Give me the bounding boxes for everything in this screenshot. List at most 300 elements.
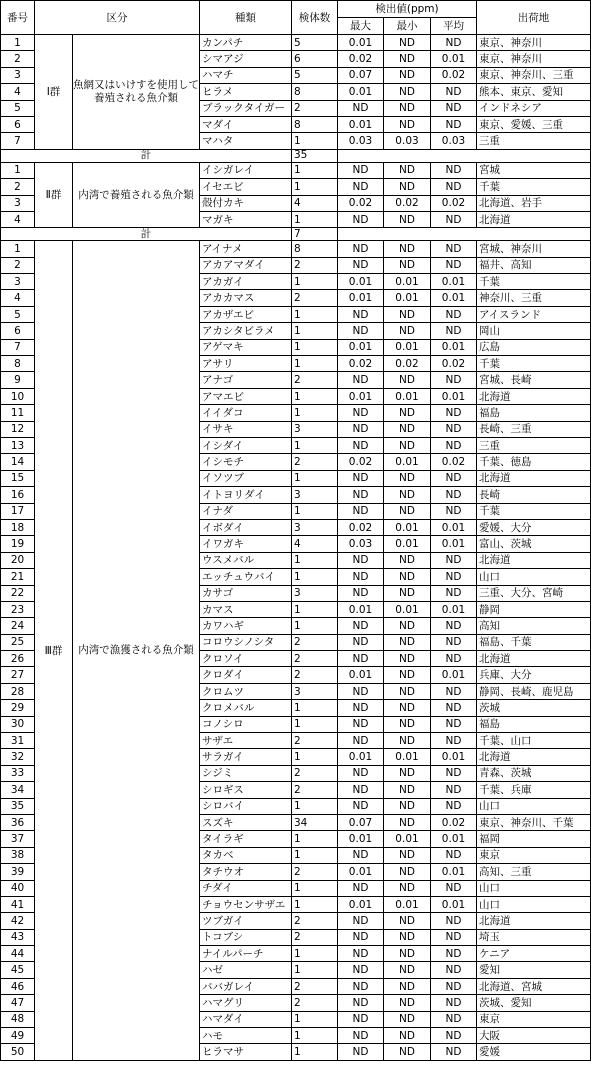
value-max: ND [338,470,384,486]
sample-count: 1 [292,133,338,149]
value-max: ND [338,421,384,437]
value-avg: ND [431,585,477,601]
origin-place: 千葉、山口 [477,733,591,749]
origin-place: 北海道 [477,749,591,765]
species-name: イソツブ [200,470,292,486]
value-avg: 0.03 [431,133,477,149]
value-max: ND [338,405,384,421]
origin-place: 北海道、岩手 [477,195,591,211]
origin-place: 熊本、東京、愛知 [477,84,591,100]
sample-count: 3 [292,519,338,535]
value-max: 0.01 [338,749,384,765]
sample-count: 1 [292,716,338,732]
row-number: 46 [1,978,35,994]
sample-count: 1 [292,618,338,634]
row-number: 49 [1,1028,35,1044]
row-number: 34 [1,782,35,798]
total-blank [338,228,591,241]
value-max: 0.01 [338,116,384,132]
value-max: ND [338,241,384,257]
sample-count: 1 [292,831,338,847]
value-min: 0.01 [384,896,431,912]
value-max: ND [338,323,384,339]
row-number: 42 [1,913,35,929]
row-number: 14 [1,454,35,470]
row-number: 1 [1,35,35,51]
sample-count: 4 [292,536,338,552]
sample-count: 2 [292,651,338,667]
value-min: 0.01 [384,519,431,535]
value-avg: ND [431,323,477,339]
value-max: 0.07 [338,67,384,83]
sample-count: 1 [292,211,338,227]
sample-count: 2 [292,978,338,994]
species-name: アカシタビラメ [200,323,292,339]
value-max: ND [338,733,384,749]
value-avg: 0.01 [431,831,477,847]
value-min: 0.01 [384,454,431,470]
sample-count: 3 [292,421,338,437]
species-name: シロギス [200,782,292,798]
group-category: 内湾で漁獲される魚介類 [73,241,200,1061]
value-min: ND [384,683,431,699]
species-name: アカカマス [200,290,292,306]
origin-place: 福岡 [477,831,591,847]
value-min: ND [384,814,431,830]
origin-place: 千葉 [477,503,591,519]
sample-count: 1 [292,323,338,339]
value-min: ND [384,700,431,716]
row-number: 47 [1,995,35,1011]
species-name: サザエ [200,733,292,749]
value-max: ND [338,880,384,896]
value-min: ND [384,162,431,178]
origin-place: 山口 [477,896,591,912]
value-min: ND [384,100,431,116]
species-name: シロバイ [200,798,292,814]
origin-place: 北海道 [477,470,591,486]
value-min: ND [384,978,431,994]
value-max: 0.01 [338,831,384,847]
sample-count: 1 [292,1011,338,1027]
origin-place: 福島 [477,405,591,421]
sample-count: 2 [292,733,338,749]
value-max: 0.02 [338,356,384,372]
value-min: ND [384,929,431,945]
species-name: カマス [200,601,292,617]
sample-count: 2 [292,995,338,1011]
value-max: 0.02 [338,454,384,470]
sample-count: 5 [292,35,338,51]
value-min: ND [384,241,431,257]
value-avg: ND [431,880,477,896]
sample-count: 1 [292,388,338,404]
row-number: 4 [1,84,35,100]
row-number: 2 [1,179,35,195]
value-max: ND [338,257,384,273]
species-name: アマエビ [200,388,292,404]
value-min: ND [384,585,431,601]
species-name: アカザエビ [200,306,292,322]
row-number: 3 [1,195,35,211]
value-max: ND [338,1044,384,1060]
sample-count: 1 [292,179,338,195]
value-max: ND [338,651,384,667]
species-name: タカベ [200,847,292,863]
row-number: 18 [1,519,35,535]
row-number: 6 [1,116,35,132]
value-min: ND [384,946,431,962]
value-max: ND [338,847,384,863]
value-avg: ND [431,211,477,227]
value-min: ND [384,67,431,83]
row-number: 12 [1,421,35,437]
value-avg: ND [431,421,477,437]
value-avg: 0.02 [431,454,477,470]
value-max: ND [338,634,384,650]
sample-count: 1 [292,962,338,978]
row-number: 44 [1,946,35,962]
value-max: 0.03 [338,536,384,552]
value-min: 0.02 [384,195,431,211]
origin-place: 福井、高知 [477,257,591,273]
row-number: 26 [1,651,35,667]
row-number: 7 [1,339,35,355]
origin-place: 富山、茨城 [477,536,591,552]
row-number: 37 [1,831,35,847]
origin-place: 静岡 [477,601,591,617]
total-blank [338,149,591,162]
origin-place: 大阪 [477,1028,591,1044]
value-min: 0.02 [384,356,431,372]
row-number: 41 [1,896,35,912]
value-avg: 0.01 [431,667,477,683]
sample-count: 1 [292,339,338,355]
value-avg: 0.01 [431,339,477,355]
species-name: アカアマダイ [200,257,292,273]
value-avg: 0.02 [431,814,477,830]
origin-place: 東京 [477,847,591,863]
value-avg: 0.01 [431,601,477,617]
value-max: ND [338,782,384,798]
row-number: 7 [1,133,35,149]
row-number: 2 [1,257,35,273]
value-min: 0.01 [384,339,431,355]
row-number: 17 [1,503,35,519]
origin-place: 千葉、兵庫 [477,782,591,798]
table-row [1,162,591,178]
row-number: 32 [1,749,35,765]
value-max: ND [338,585,384,601]
origin-place: 東京、神奈川、千葉 [477,814,591,830]
row-number: 43 [1,929,35,945]
value-min: ND [384,257,431,273]
value-avg: ND [431,1028,477,1044]
species-name: マダイ [200,116,292,132]
value-min: ND [384,880,431,896]
value-avg: ND [431,946,477,962]
origin-place: 三重 [477,133,591,149]
total-label: 計 [1,228,292,241]
row-number: 35 [1,798,35,814]
species-name: エッチュウバイ [200,569,292,585]
origin-place: 山口 [477,798,591,814]
row-number: 2 [1,51,35,67]
value-min: ND [384,1044,431,1060]
value-min: 0.01 [384,388,431,404]
value-avg: 0.01 [431,536,477,552]
total-row [1,228,591,241]
origin-place: 千葉 [477,356,591,372]
row-number: 48 [1,1011,35,1027]
value-avg: ND [431,241,477,257]
value-avg: 0.01 [431,519,477,535]
value-avg: ND [431,257,477,273]
species-name: イセエビ [200,179,292,195]
species-name: ハマチ [200,67,292,83]
row-number: 9 [1,372,35,388]
value-avg: 0.02 [431,356,477,372]
value-min: ND [384,667,431,683]
sample-count: 3 [292,487,338,503]
sample-count: 1 [292,162,338,178]
row-number: 6 [1,323,35,339]
value-max: 0.01 [338,864,384,880]
value-min: ND [384,634,431,650]
row-number: 13 [1,437,35,453]
species-name: アカガイ [200,274,292,290]
species-name: ハゼ [200,962,292,978]
value-avg: ND [431,700,477,716]
table-row [1,35,591,51]
sample-count: 2 [292,667,338,683]
origin-place: インドネシア [477,100,591,116]
origin-place: 青森、茨城 [477,765,591,781]
origin-place: 愛知 [477,962,591,978]
value-min: 0.01 [384,536,431,552]
sample-count: 1 [292,847,338,863]
species-name: スズキ [200,814,292,830]
value-avg: ND [431,437,477,453]
species-name: ハモ [200,1028,292,1044]
table-body [1,35,591,1061]
value-max: ND [338,211,384,227]
value-min: ND [384,765,431,781]
value-avg: 0.01 [431,864,477,880]
value-min: ND [384,716,431,732]
origin-place: 茨城、愛知 [477,995,591,1011]
value-min: ND [384,913,431,929]
species-name: シジミ [200,765,292,781]
row-number: 16 [1,487,35,503]
value-max: ND [338,716,384,732]
species-name: アゲマキ [200,339,292,355]
species-name: カワハギ [200,618,292,634]
value-avg: ND [431,405,477,421]
sample-count: 2 [292,257,338,273]
value-max: ND [338,569,384,585]
sample-count: 1 [292,569,338,585]
sample-count: 1 [292,700,338,716]
origin-place: 高知、三重 [477,864,591,880]
origin-place: 北海道 [477,552,591,568]
value-avg: 0.01 [431,896,477,912]
sample-count: 3 [292,683,338,699]
value-max: ND [338,437,384,453]
total-count: 7 [292,228,338,241]
row-number: 39 [1,864,35,880]
value-min: 0.03 [384,133,431,149]
sample-count: 1 [292,1044,338,1060]
value-min: ND [384,437,431,453]
value-avg: ND [431,634,477,650]
value-min: ND [384,733,431,749]
value-avg: 0.02 [431,67,477,83]
sample-count: 1 [292,470,338,486]
sample-count: 3 [292,585,338,601]
value-max: 0.01 [338,84,384,100]
row-number: 21 [1,569,35,585]
row-number: 33 [1,765,35,781]
species-name: コノシロ [200,716,292,732]
row-number: 50 [1,1044,35,1060]
value-avg: 0.01 [431,388,477,404]
value-avg: ND [431,847,477,863]
sample-count: 2 [292,100,338,116]
origin-place: 神奈川、三重 [477,290,591,306]
origin-place: 福島、千葉 [477,634,591,650]
sample-count: 8 [292,84,338,100]
value-min: ND [384,405,431,421]
value-min: ND [384,306,431,322]
value-avg: ND [431,569,477,585]
origin-place: 三重 [477,437,591,453]
group-name: Ⅲ群 [35,241,73,1061]
species-name: タチウオ [200,864,292,880]
value-max: 0.02 [338,519,384,535]
header-category: 区分 [35,1,200,35]
value-avg: ND [431,470,477,486]
species-name: クロメバル [200,700,292,716]
header-no: 番号 [1,1,35,35]
value-avg: ND [431,978,477,994]
origin-place: 東京、神奈川 [477,35,591,51]
value-min: ND [384,1028,431,1044]
species-name: クロダイ [200,667,292,683]
total-count: 35 [292,149,338,162]
value-max: ND [338,962,384,978]
value-min: ND [384,1011,431,1027]
total-row [1,149,591,162]
sample-count: 2 [292,929,338,945]
row-number: 11 [1,405,35,421]
row-number: 31 [1,733,35,749]
header-count: 検体数 [292,1,338,35]
value-avg: ND [431,1011,477,1027]
species-name: サラガイ [200,749,292,765]
value-min: ND [384,421,431,437]
row-number: 10 [1,388,35,404]
origin-place: 静岡、長崎、鹿児島 [477,683,591,699]
row-number: 8 [1,356,35,372]
header-detected: 検出値(ppm) [338,1,477,18]
header-origin: 出荷地 [477,1,591,35]
sample-count: 1 [292,798,338,814]
species-name: クロムツ [200,683,292,699]
value-avg: ND [431,618,477,634]
sample-count: 2 [292,913,338,929]
species-name: ブラックタイガー [200,100,292,116]
value-avg: ND [431,683,477,699]
species-name: アイナメ [200,241,292,257]
value-avg: ND [431,765,477,781]
value-max: ND [338,552,384,568]
species-name: トコブシ [200,929,292,945]
value-min: 0.01 [384,290,431,306]
species-name: ババガレイ [200,978,292,994]
value-avg: ND [431,651,477,667]
sample-count: 1 [292,552,338,568]
value-min: ND [384,995,431,1011]
origin-place: 千葉 [477,179,591,195]
row-number: 29 [1,700,35,716]
value-min: ND [384,847,431,863]
row-number: 27 [1,667,35,683]
row-number: 1 [1,162,35,178]
sample-count: 5 [292,67,338,83]
sample-count: 34 [292,814,338,830]
species-name: アナゴ [200,372,292,388]
origin-place: 福島 [477,716,591,732]
value-max: ND [338,765,384,781]
value-max: ND [338,700,384,716]
value-min: ND [384,51,431,67]
value-avg: ND [431,913,477,929]
sample-count: 1 [292,274,338,290]
sample-count: 4 [292,195,338,211]
sample-count: 1 [292,1028,338,1044]
value-min: 0.01 [384,274,431,290]
value-max: 0.01 [338,339,384,355]
species-name: コロウシノシタ [200,634,292,650]
value-avg: ND [431,733,477,749]
sample-count: 1 [292,356,338,372]
value-avg: ND [431,84,477,100]
row-number: 4 [1,211,35,227]
value-min: ND [384,470,431,486]
origin-place: 北海道 [477,651,591,667]
species-name: シマアジ [200,51,292,67]
value-max: ND [338,798,384,814]
value-min: ND [384,116,431,132]
row-number: 5 [1,306,35,322]
origin-place: 宮城、神奈川 [477,241,591,257]
value-max: 0.01 [338,388,384,404]
species-name: タイラギ [200,831,292,847]
value-min: ND [384,651,431,667]
origin-place: 千葉 [477,274,591,290]
value-min: 0.01 [384,601,431,617]
row-number: 4 [1,290,35,306]
row-number: 36 [1,814,35,830]
sample-count: 1 [292,306,338,322]
value-min: ND [384,782,431,798]
row-number: 5 [1,100,35,116]
value-avg: ND [431,1044,477,1060]
value-avg: 0.02 [431,195,477,211]
origin-place: 千葉、徳島 [477,454,591,470]
value-max: ND [338,618,384,634]
